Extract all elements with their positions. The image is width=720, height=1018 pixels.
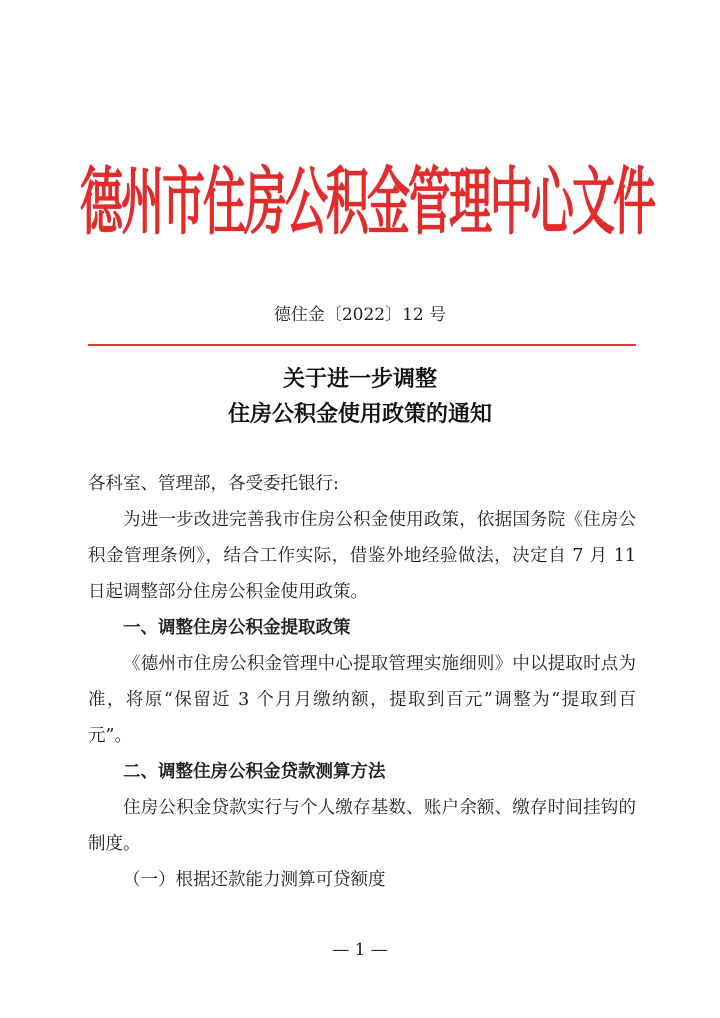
salutation: 各科室、管理部，各受委托银行: bbox=[88, 474, 339, 494]
subsection1-heading: （一）根据还款能力测算可贷额度 bbox=[123, 870, 386, 890]
section1-heading: 一、调整住房公积金提取政策 bbox=[123, 618, 351, 638]
masthead-title: 德州市住房公积金管理中心文件 bbox=[80, 160, 654, 246]
red-divider-line bbox=[88, 344, 636, 346]
intro-paragraph: 为进一步改进完善我市住房公积金使用政策，依据国务院《住房公积金管理条例》，结合工作实际，借鉴外地经验做法，决定自 7 月 11 日起调整部分住房公积金使用政策。 bbox=[88, 510, 636, 602]
section2-heading: 二、调整住房公积金贷款测算方法 bbox=[123, 762, 386, 782]
document-body bbox=[88, 466, 636, 898]
document-number: 德住金〔2022〕12 号 bbox=[273, 305, 447, 325]
page-number: — 1 — bbox=[332, 940, 388, 960]
section2-paragraph: 住房公积金贷款实行与个人缴存基数、账户余额、缴存时间挂钩的制度。 bbox=[88, 798, 636, 854]
section1-paragraph: 《德州市住房公积金管理中心提取管理实施细则》中以提取时点为准，将原“保留近 3 个月月缴纳额，提取到百元”调整为“提取到百元”。 bbox=[88, 654, 636, 746]
notice-title-line1: 关于进一步调整 bbox=[282, 367, 437, 392]
notice-title-line2: 住房公积金使用政策的通知 bbox=[227, 402, 492, 427]
